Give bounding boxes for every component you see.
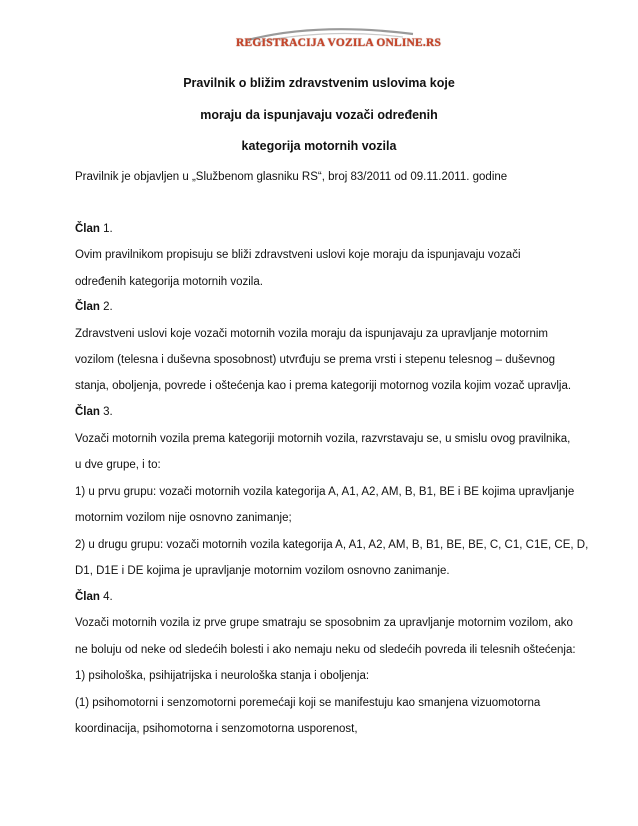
clan-4-heading — [75, 591, 113, 603]
logo-text: REGISTRACIJA VOZILA ONLINE.RS — [236, 37, 442, 49]
paragraph-line: Ovim pravilnikom propisuju se bliži zdravstveni uslovi koje moraju da ispunjavaju vozači — [75, 249, 521, 261]
paragraph-line: D1, D1E i DE kojima je upravljanje motornim vozilom osnovno zanimanje. — [75, 565, 450, 577]
clan-1-heading — [75, 223, 113, 235]
title-line-3: kategorija motornih vozila — [241, 139, 397, 153]
paragraph-line: Zdravstveni uslovi koje vozači motornih vozila moraju da ispunjavaju za upravljanje motornim — [75, 328, 548, 340]
clan-number: 3. — [103, 406, 113, 418]
paragraph-line: u dve grupe, i to: — [75, 459, 161, 471]
paragraph-line: stanja, oboljenja, povrede i oštećenja kao i prema kategoriji motornog vozila kojim vozač upravlja. — [75, 380, 572, 392]
paragraph-line: ne boluju od neke od sledećih bolesti i ako nemaju neku od sledećih povreda ili telesnih oštećenja: — [75, 644, 576, 656]
paragraph-line: Vozači motornih vozila iz prve grupe smatraju se sposobnim za upravljanje motornim vozilom, ako — [75, 617, 573, 629]
paragraph-line: određenih kategorija motornih vozila. — [75, 276, 263, 288]
clan-number: 2. — [103, 301, 113, 313]
clan-word: Član — [75, 223, 100, 235]
clan-2-heading — [75, 301, 113, 313]
paragraph-line: motornim vozilom nije osnovno zanimanje; — [75, 512, 292, 524]
paragraph-line: 1) psihološka, psihijatrijska i neurološka stanja i obоljenja: — [75, 670, 370, 682]
paragraph-line: Vozači motornih vozila prema kategoriji motornih vozila, razvrstavaju se, u smislu ovog pravilnika, — [75, 433, 571, 445]
published-note: Pravilnik je objavljen u „Službenom glasniku RS“, broj 83/2011 od 09.11.2011. godine — [75, 171, 508, 183]
clan-number: 4. — [103, 591, 113, 603]
paragraph-line: (1) psihomotorni i senzomotorni poremećaji koji se manifestuju kao smanjena vizuomotorna — [75, 697, 541, 709]
paragraph-line: koordinacija, psihomotorna i senzomotorna usporenost, — [75, 723, 358, 735]
clan-number: 1. — [103, 223, 113, 235]
clan-3-heading — [75, 406, 113, 418]
paragraph-line: 1) u prvu grupu: vozači motornih vozila kategorija A, A1, A2, AM, B, B1, BE i BE kojima upravljanje — [75, 486, 575, 498]
clan-word: Član — [75, 591, 100, 603]
title-line-1: Pravilnik o bližim zdravstvenim uslovima koje — [183, 76, 455, 90]
clan-word: Član — [75, 406, 100, 418]
site-logo — [228, 20, 442, 60]
paragraph-line: vozilom (telesna i duševna sposobnost) utvrđuju se prema vrsti i stepenu telesnog – duševnog — [75, 354, 556, 366]
paragraph-line: 2) u drugu grupu: vozači motornih vozila kategorija A, A1, A2, AM, B, B1, BE, BE, C, C1, C1E, CE, D, — [75, 539, 589, 551]
title-line-2: moraju da ispunjavaju vozači određenih — [200, 108, 438, 122]
clan-word: Član — [75, 301, 100, 313]
